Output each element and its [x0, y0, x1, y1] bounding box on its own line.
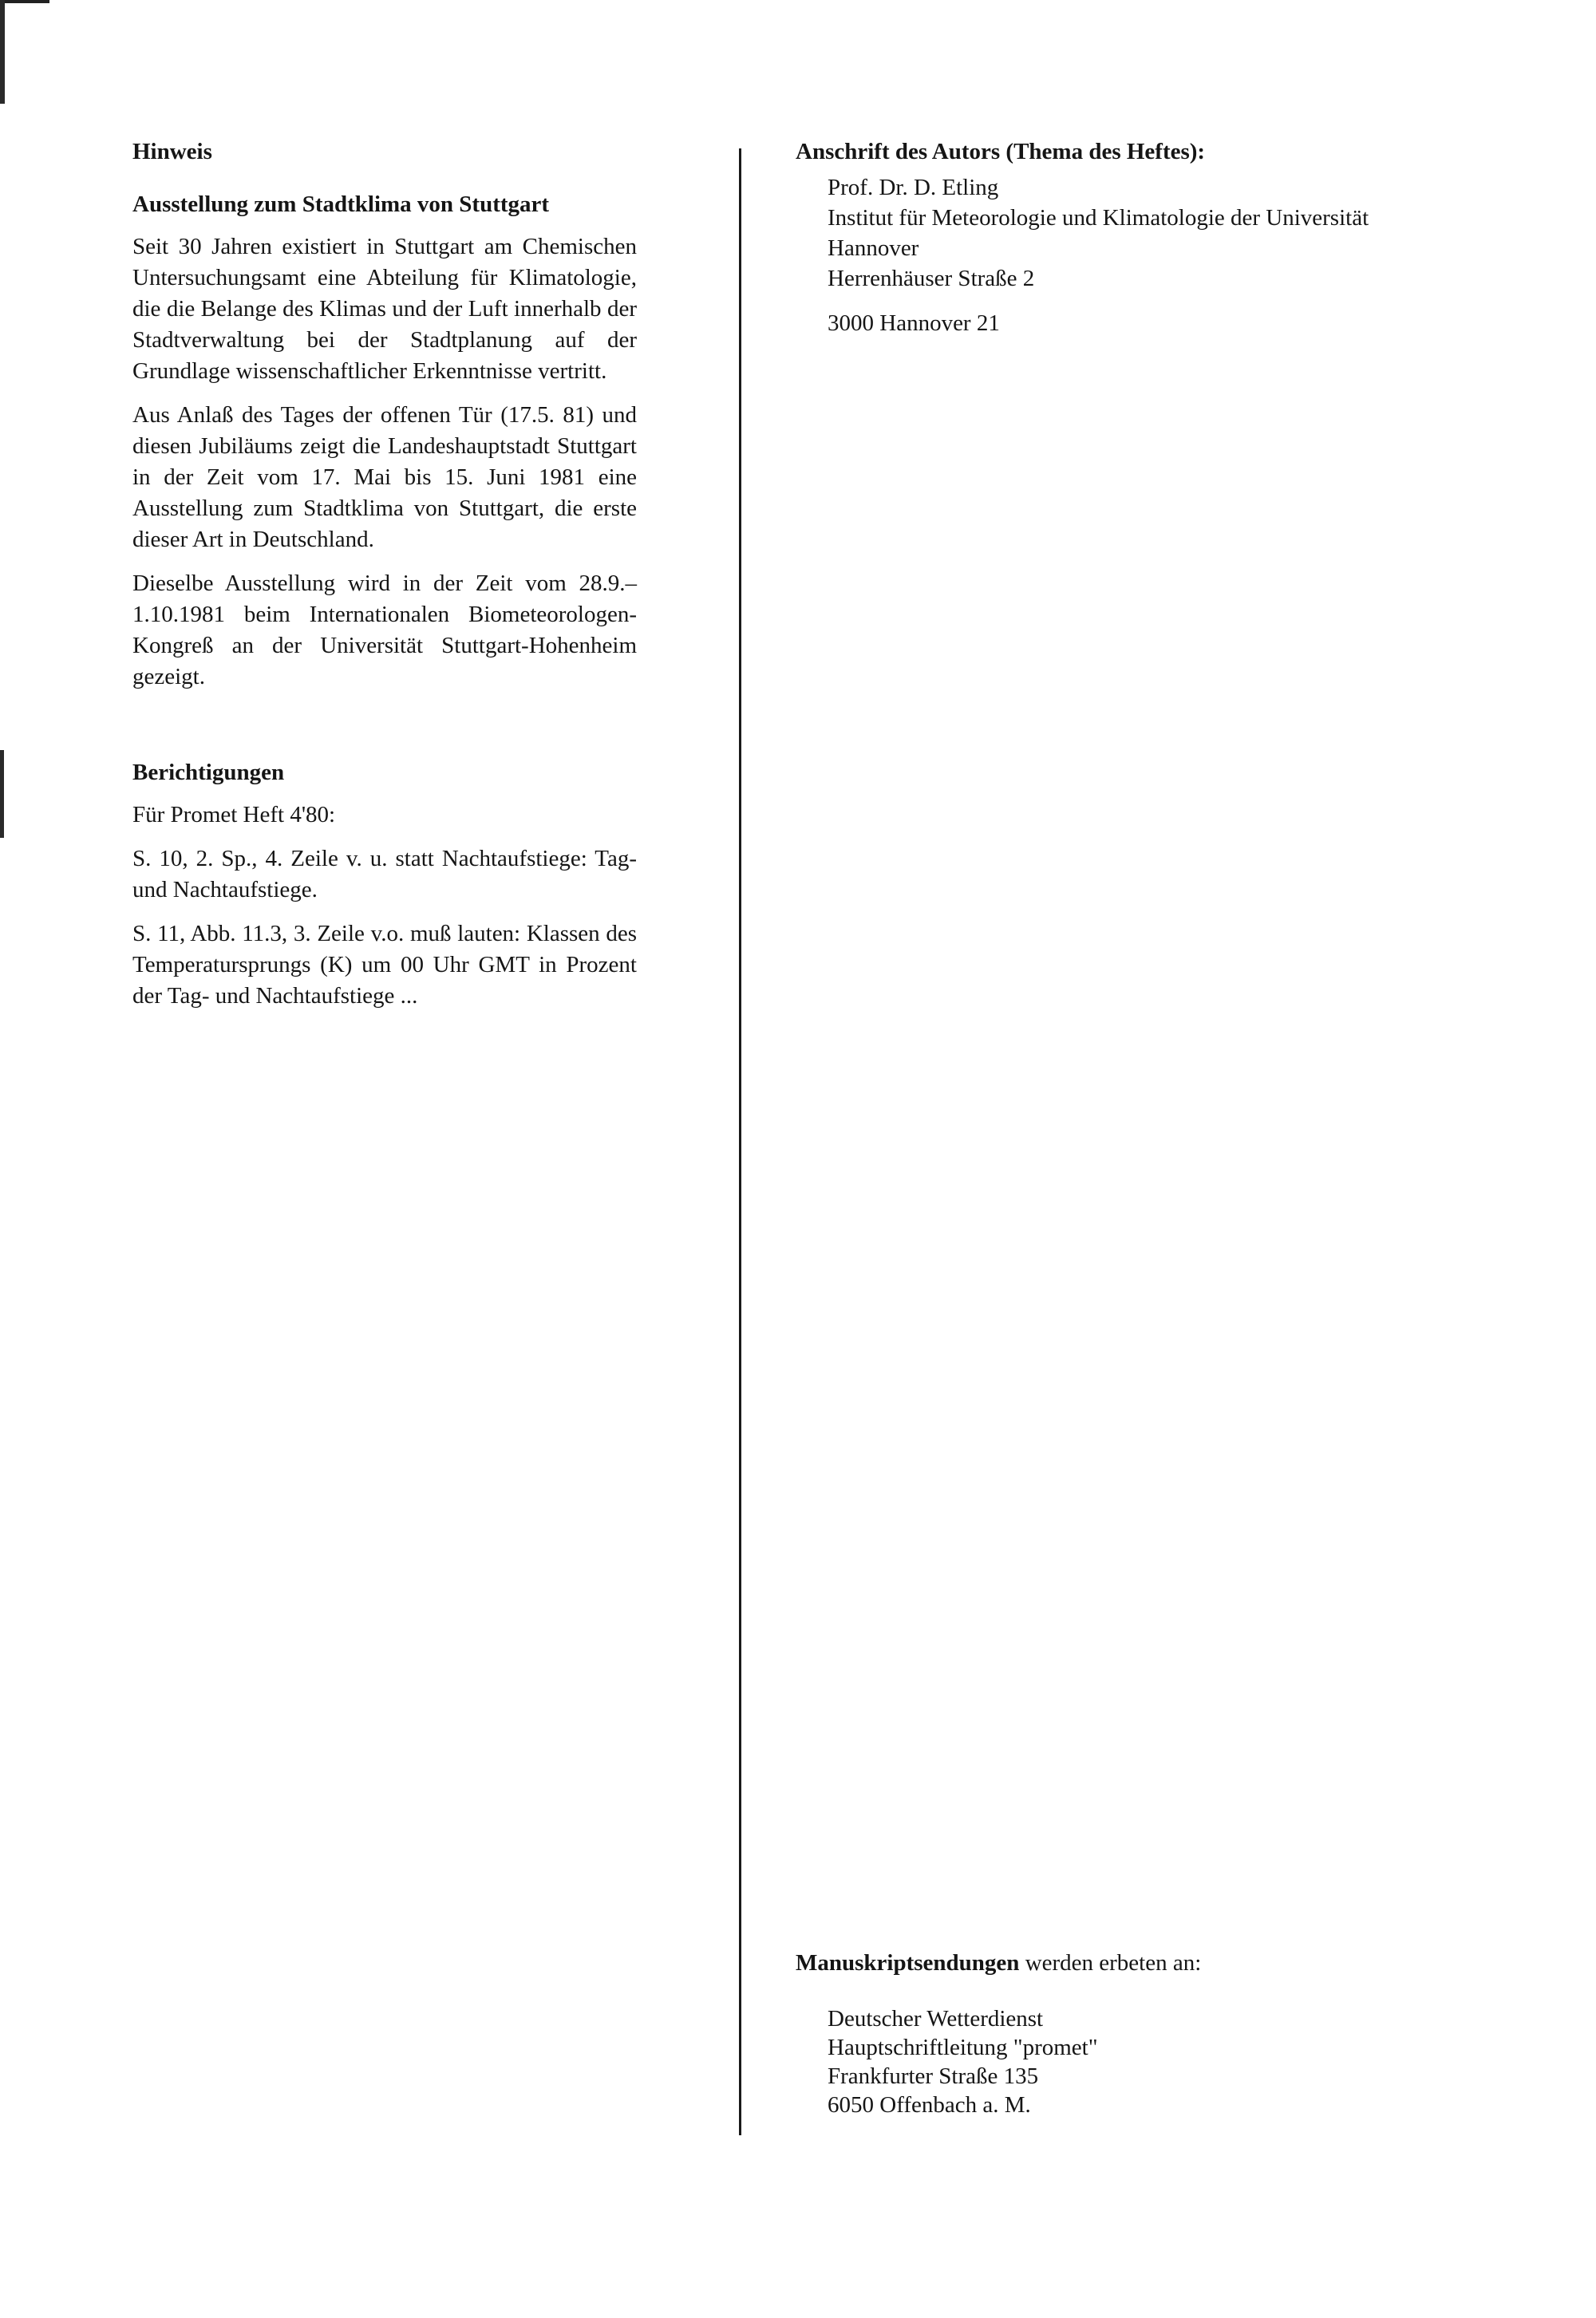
exhibition-paragraph: Dieselbe Ausstellung wird in der Zeit vom 28.9.–1.10.1981 beim Internationalen Biometeorologen-Kongreß an der Universität Stuttgart-Hohenheim gezeigt.: [132, 571, 637, 689]
manuscript-intro: [796, 1947, 1450, 1979]
exhibition-title: Ausstellung zum Stadtklima von Stuttgart: [132, 192, 550, 217]
manuscript-address-line: 6050 Offenbach a. M.: [828, 2092, 1031, 2118]
corrections-paragraph: Für Promet Heft 4'80:: [132, 802, 336, 827]
author-address-line: Institut für Meteorologie und Klimatologie der Universität Hannover: [828, 205, 1369, 261]
manuscript-address-line: Hauptschriftleitung "promet": [828, 2035, 1098, 2060]
manuscript-intro-rest: werden erbeten an:: [1019, 1950, 1202, 1976]
scan-edge-mark: [0, 0, 49, 3]
manuscript-section: [796, 1947, 1450, 2119]
manuscript-intro-bold: Manuskriptsendungen: [796, 1950, 1020, 1976]
exhibition-paragraph: Seit 30 Jahren existiert in Stuttgart am Chemischen Untersuchungsamt eine Abteilung für Klimatologie, die die Belange des Klimas und der Luft innerhalb der Stadtverwaltung bei der Stadtplanung auf der Grundlage wissenschaftlicher Erkenntnisse vertritt.: [132, 234, 637, 384]
corrections-section: [132, 756, 637, 1012]
exhibition-paragraph: Aus Anlaß des Tages der offenen Tür (17.5. 81) und diesen Jubiläums zeigt die Landeshauptstadt Stuttgart in der Zeit vom 17. Mai bis 15. Juni 1981 eine Ausstellung zum Stadtklima von Stuttgart, die erste dieser Art in Deutschland.: [132, 402, 637, 552]
author-address-line: Herrenhäuser Straße 2: [828, 266, 1035, 291]
corrections-title: Berichtigungen: [132, 760, 285, 785]
manuscript-address: [828, 2004, 1450, 2119]
corrections-paragraph: S. 10, 2. Sp., 4. Zeile v. u. statt Nachtaufstiege: Tag- und Nachtaufstiege.: [132, 846, 637, 902]
manuscript-address-line: Deutscher Wetterdienst: [828, 2006, 1044, 2032]
author-address: [828, 172, 1450, 338]
author-address-city: 3000 Hannover 21: [828, 310, 1000, 336]
manuscript-address-line: Frankfurter Straße 135: [828, 2063, 1039, 2089]
section-title-hinweis: Hinweis: [132, 139, 212, 164]
scan-edge-mark: [0, 0, 5, 104]
corrections-paragraph: S. 11, Abb. 11.3, 3. Zeile v.o. muß lauten: Klassen des Temperatursprungs (K) um 00 Uhr GMT in Prozent der Tag- und Nachtaufstiege ...: [132, 921, 637, 1009]
left-column: [132, 136, 637, 1025]
author-address-line: Prof. Dr. D. Etling: [828, 175, 999, 200]
column-divider: [739, 148, 741, 2135]
right-column: [796, 136, 1450, 338]
author-address-title: Anschrift des Autors (Thema des Heftes):: [796, 139, 1206, 164]
scan-edge-mark: [0, 750, 4, 838]
